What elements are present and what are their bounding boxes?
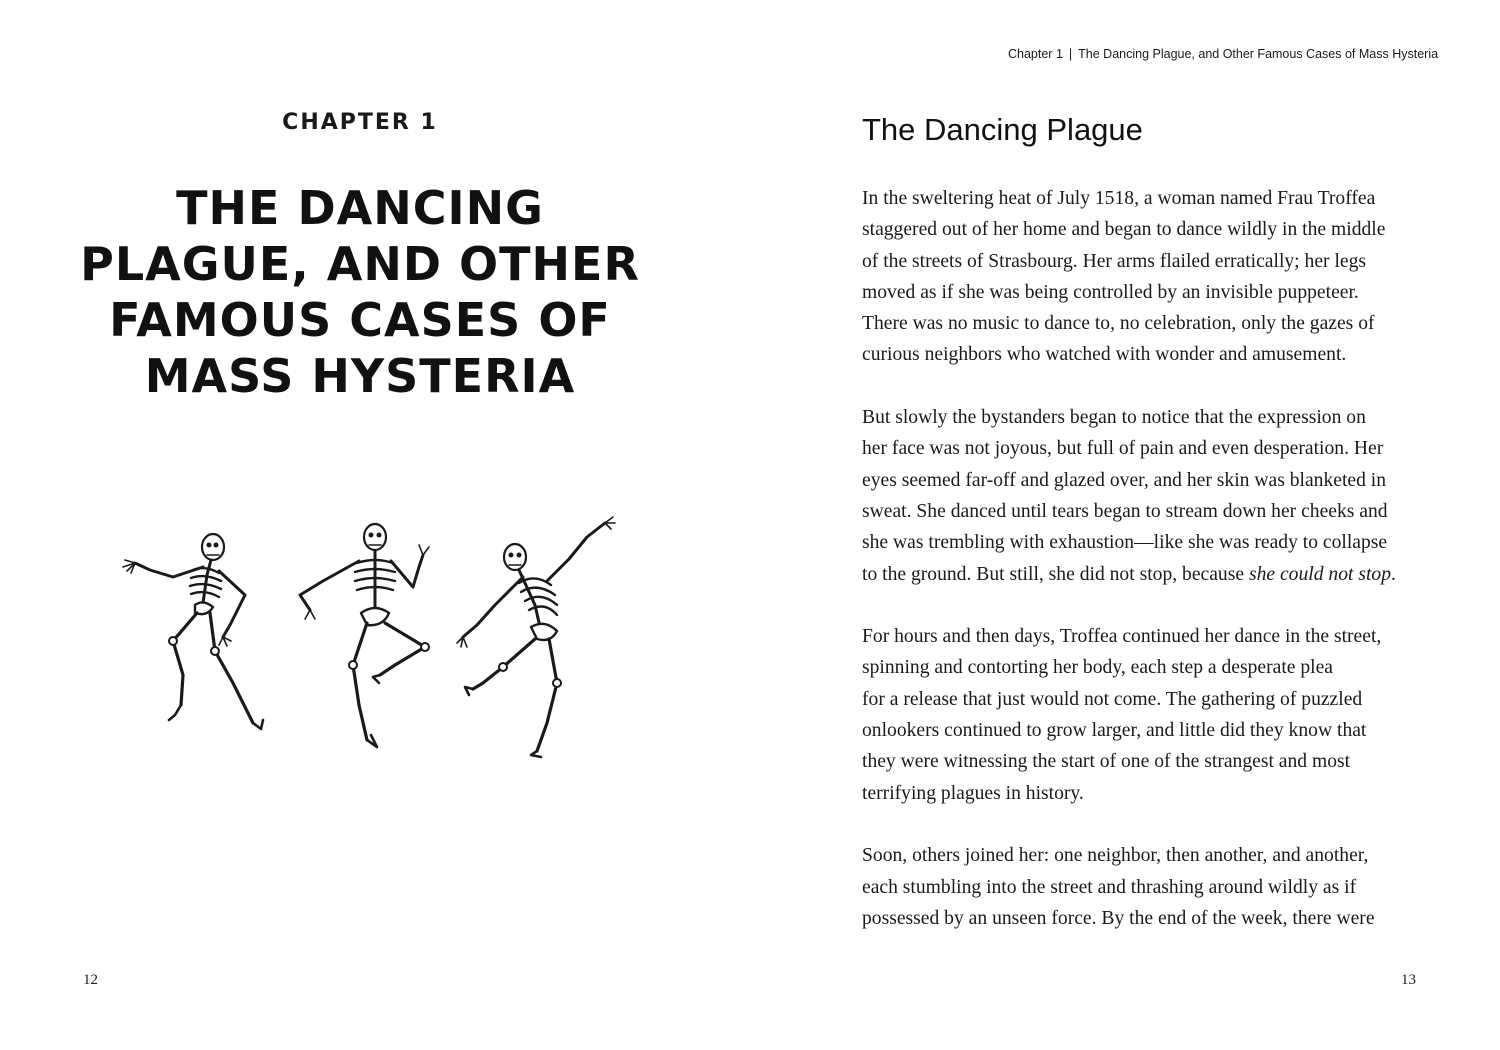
text-line: moved as if she was being controlled by an invisible puppeteer. (862, 281, 1359, 303)
running-head-chapter: Chapter 1 (1008, 47, 1063, 61)
dancing-skeletons-illustration (95, 515, 625, 765)
emphasis-text: she could not stop (1248, 563, 1391, 585)
running-head (1008, 47, 1439, 61)
text-line: There was no music to dance to, no celebration, only the gazes of (862, 313, 1375, 335)
running-head-title: The Dancing Plague, and Other Famous Cases of Mass Hysteria (1078, 47, 1439, 61)
text-line: In the sweltering heat of July 1518, a woman named Frau Troffea (862, 188, 1376, 209)
text-line: sweat. She danced until tears began to stream down her cheeks and (862, 500, 1388, 522)
chapter-title-line: FAMOUS CASES OF (109, 293, 611, 347)
text-line: for a release that just would not come. The gathering of puzzled (862, 688, 1363, 710)
text-line: onlookers continued to grow larger, and little did they know that (862, 720, 1367, 742)
text-line: they were witnessing the start of one of the strangest and most (862, 751, 1351, 773)
text-line: spinning and contorting her body, each step a desperate plea (862, 657, 1333, 679)
paragraph (862, 183, 1432, 371)
skeleton-figure (300, 524, 429, 747)
text-line: each stumbling into the street and thrashing around wildly as if (862, 876, 1357, 898)
paragraph (862, 840, 1432, 934)
text-line: For hours and then days, Troffea continued her dance in the street, (862, 626, 1382, 648)
text-line: Soon, others joined her: one neighbor, then another, and another, (862, 845, 1369, 867)
text-line-end: . (1391, 563, 1396, 585)
page-number-left: 12 (83, 972, 98, 988)
text-line-with-emphasis (862, 559, 1432, 590)
text-line: of the streets of Strasbourg. Her arms flailed erratically; her legs (862, 250, 1367, 272)
text-line: terrifying plagues in history. (862, 782, 1084, 804)
page-number-right: 13 (1401, 972, 1416, 988)
text-line: eyes seemed far-off and glazed over, and her skin was blanketed in (862, 469, 1387, 491)
skeleton-figure (457, 517, 615, 757)
text-line: But slowly the bystanders began to notice that the expression on (862, 407, 1366, 429)
text-line: staggered out of her home and began to dance wildly in the middle (862, 219, 1386, 241)
text-line: possessed by an unseen force. By the end of the week, there were (862, 907, 1375, 929)
text-line-plain: to the ground. But still, she did not stop, because (862, 563, 1249, 585)
text-line: her face was not joyous, but full of pain and even desperation. Her (862, 438, 1384, 460)
chapter-title-line: THE DANCING (176, 181, 544, 235)
chapter-title-line: PLAGUE, AND OTHER (80, 237, 640, 291)
text-line: she was trembling with exhaustion—like she was ready to collapse (862, 532, 1388, 554)
section-title: The Dancing Plague (862, 112, 1143, 147)
chapter-title-line: MASS HYSTERIA (144, 349, 576, 403)
skeleton-figure (123, 534, 263, 729)
chapter-title (80, 180, 640, 404)
paragraph (862, 402, 1432, 590)
text-line: curious neighbors who watched with wonder and amusement. (862, 344, 1347, 366)
body-text (862, 183, 1432, 965)
chapter-label: CHAPTER 1 (282, 110, 438, 135)
paragraph (862, 621, 1432, 809)
running-head-separator: | (1068, 47, 1073, 61)
